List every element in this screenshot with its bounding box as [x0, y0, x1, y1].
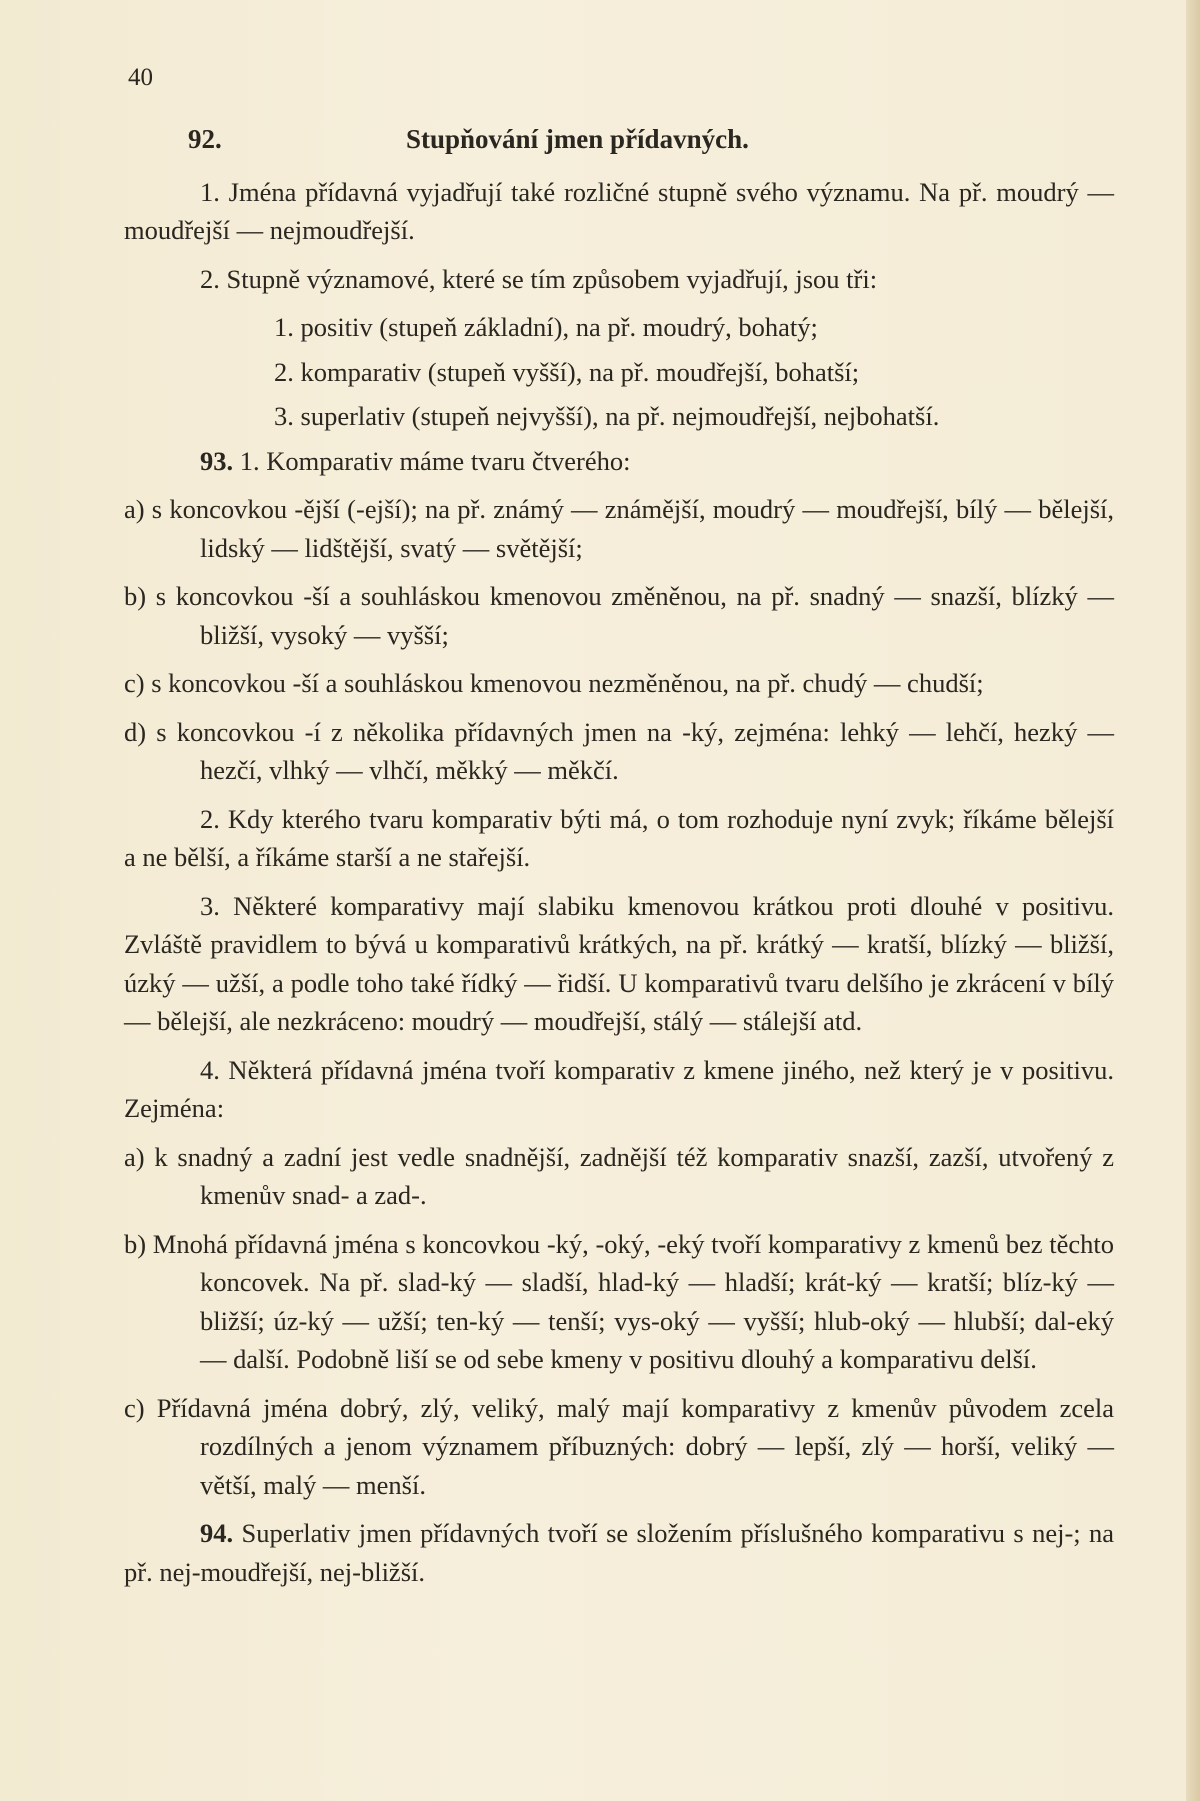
paragraph: 3. Některé komparativy mají slabiku kmenovou krátkou proti dlouhé v positivu. Zvláště pravidlem to bývá u komparativů krátkých, na př. krátký — kratší, blízký — bližší, úzký — užší, a podle toho také řídký — řidší. U komparativů tvaru delšího je zkrácení v bílý — bělejší, ale nezkráceno: moudrý — moudřejší, stálý — stálejší atd.: [124, 890, 1114, 1036]
page-edge: [1186, 0, 1200, 1801]
section-heading: [124, 120, 1114, 159]
section-number: 93.: [200, 445, 234, 476]
list-item-text: c) s koncovkou -ší a souhláskou kmenovou nezměněnou, na př. chudý — chudší;: [124, 668, 984, 698]
paragraph: 2. Kdy kterého tvaru komparativ býti má, o tom rozhoduje nyní zvyk; říkáme bělejší a ne bělší, a říkáme starší a ne stařejší.: [124, 803, 1114, 872]
degree-list: [124, 308, 1114, 436]
list-item-text: b) s koncovkou -ší a souhláskou kmenovou změněnou, na př. snadný — snazší, blízký — bližší, vysoký — vyšší;: [124, 581, 1114, 650]
paragraph: 2. Stupně významové, které se tím způsobem vyjadřují, jsou tři:: [200, 263, 878, 294]
paragraph-text: Superlativ jmen přídavných tvoří se složením příslušného komparativu s nej-; na př. nej-moudřejší, nej-bližší.: [124, 1518, 1114, 1587]
list-item: 2. komparativ (stupeň vyšší), na př. moudřejší, bohatší;: [274, 356, 860, 387]
list-item: [124, 1225, 1114, 1379]
list-item-text: d) s koncovkou -í z několika přídavných jmen na -ký, zejména: lehký — lehčí, hezký — hezčí, vlhký — vlhčí, měkký — měkčí.: [124, 716, 1114, 785]
list-item: [124, 1138, 1114, 1215]
paragraph: 1. Jména přídavná vyjadřují také rozličné stupně svého významu. Na př. moudrý — moudřejší — nejmoudřejší.: [124, 176, 1114, 245]
section-title: Stupňování jmen přídavných.: [406, 124, 749, 154]
list-item-text: a) s koncovkou -ější (-ejší); na př. známý — známější, moudrý — moudřejší, bílý — bělejší, lidský — lidštější, svatý — světější;: [124, 494, 1114, 563]
section-intro: [124, 1514, 1114, 1591]
list-item: [124, 713, 1114, 790]
page-content: [124, 120, 1114, 1601]
section-intro: [124, 442, 1114, 481]
section-number: 92.: [188, 124, 222, 154]
list-item: 1. positiv (stupeň základní), na př. moudrý, bohatý;: [274, 312, 818, 342]
paragraph-text: 1. Komparativ máme tvaru čtverého:: [239, 445, 631, 476]
list-item: [124, 490, 1114, 567]
list-item: 3. superlativ (stupeň nejvyšší), na př. nejmoudřejší, nejbohatší.: [274, 401, 940, 431]
list-item-text: a) k snadný a zadní jest vedle snadnější, zadnější též komparativ snazší, zazší, utvořený z kmenův snad- a zad-.: [124, 1141, 1114, 1210]
list-item-text: c) Přídavná jména dobrý, zlý, veliký, malý mají komparativy z kmenův původem zcela rozdílných a jenom významem příbuzných: dobrý — lepší, zlý — horší, veliký — větší, malý — menší.: [124, 1392, 1114, 1500]
paragraph: 4. Některá přídavná jména tvoří komparativ z kmene jiného, než který je v positivu. Zejména:: [124, 1054, 1114, 1123]
section-number: 94.: [200, 1518, 234, 1548]
list-item: [124, 664, 1114, 703]
page-number: 40: [128, 64, 153, 91]
list-item-text: b) Mnohá přídavná jména s koncovkou -ký, -oký, -eký tvoří komparativy z kmenů bez těchto koncovek. Na př. slad-ký — sladší, hlad-ký — hladší; krát-ký — kratší; blíz-ký — bližší; úz-ký — užší; ten-ký — tenší; vys-oký — vyšší; hlub-oký — hlubší; dal-eký — další. Podobně liší se od sebe kmeny v positivu dlouhý a komparativu delší.: [124, 1228, 1114, 1374]
list-item: [124, 577, 1114, 654]
list-item: [124, 1389, 1114, 1505]
